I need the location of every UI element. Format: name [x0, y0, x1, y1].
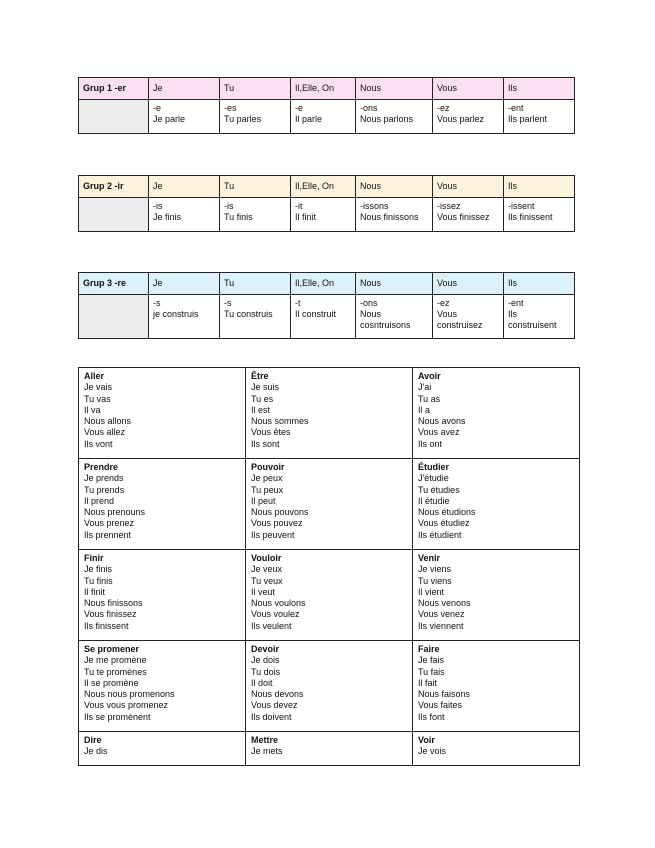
ending: -e	[153, 103, 162, 113]
verb-form: Ils étudient	[418, 529, 462, 540]
verb-cell	[413, 368, 580, 459]
ending: -is	[153, 201, 163, 211]
irregular-verbs-table	[78, 367, 580, 766]
example: Ils construisent	[508, 309, 557, 330]
verb-form: Ils se promènent	[84, 711, 151, 722]
example: Il finit	[295, 212, 317, 222]
example: Il parle	[295, 114, 323, 124]
header-il: Il,Elle, On	[291, 78, 356, 100]
header-il: Il,Elle, On	[291, 273, 356, 295]
verb-form: Nous finissons	[84, 598, 143, 609]
verb-form: Tu as	[418, 393, 441, 404]
ending: -ons	[360, 103, 378, 113]
verb-form: Tu peux	[251, 484, 284, 495]
verb-cell	[413, 459, 580, 550]
verb-cell	[246, 732, 413, 766]
cell-ils	[504, 295, 575, 339]
verb-form: Vous êtes	[251, 427, 291, 438]
header-row	[79, 176, 575, 198]
verb-form: Je viens	[418, 564, 452, 575]
verb-form: J'étudie	[418, 473, 449, 484]
verb-form: Tu finis	[84, 575, 113, 586]
verb-form: Nous devons	[251, 689, 304, 700]
verb-title: Faire	[418, 644, 440, 654]
ending: -ez	[437, 298, 450, 308]
blank-cell	[79, 295, 149, 339]
cell-tu	[220, 198, 291, 232]
header-nous: Nous	[356, 176, 433, 198]
verb-row	[79, 732, 580, 766]
verb-form: Nous prenouns	[84, 507, 146, 518]
verb-form: Vous devez	[251, 700, 298, 711]
verb-form: Vous faites	[418, 700, 463, 711]
verb-form: Tu fais	[418, 666, 445, 677]
verb-cell	[413, 641, 580, 732]
verb-form: Il prend	[84, 495, 115, 506]
ending: -ez	[437, 103, 450, 113]
group-name: Grup 2 -ir	[79, 176, 149, 198]
verb-form: Nous venons	[418, 598, 471, 609]
verb-form: Je fais	[418, 655, 445, 666]
header-nous: Nous	[356, 78, 433, 100]
example: Il construit	[295, 309, 337, 319]
verb-form: Ils viennent	[418, 620, 464, 631]
conjugation-row	[79, 198, 575, 232]
cell-tu	[220, 295, 291, 339]
verb-form: Il est	[251, 404, 271, 415]
verb-title: Voir	[418, 735, 435, 745]
verb-form: Vous finissez	[84, 609, 137, 620]
cell-il	[291, 295, 356, 339]
verb-form: Je me promène	[84, 655, 147, 666]
ending: -ons	[360, 298, 378, 308]
verb-form: Il doit	[251, 677, 273, 688]
example: Nous finissons	[360, 212, 419, 222]
cell-nous	[356, 100, 433, 134]
example: Tu construis	[224, 309, 273, 319]
ending: -is	[224, 201, 234, 211]
verb-form: Ils vont	[84, 438, 113, 449]
blank-cell	[79, 100, 149, 134]
verb-form: Nous pouvons	[251, 507, 309, 518]
verb-form: Tu es	[251, 393, 274, 404]
verb-title: Vouloir	[251, 553, 282, 563]
verb-form: Tu prends	[84, 484, 125, 495]
verb-form: Il a	[418, 404, 431, 415]
verb-form: Je finis	[84, 564, 113, 575]
cell-vous	[433, 100, 504, 134]
verb-form: Ils peuvent	[251, 529, 295, 540]
example: Tu parles	[224, 114, 262, 124]
verb-form: Tu vas	[84, 393, 111, 404]
example: Vous finissez	[437, 212, 490, 222]
verb-row	[79, 641, 580, 732]
header-ils: Ils	[504, 273, 575, 295]
cell-tu	[220, 100, 291, 134]
verb-form: Je peux	[251, 473, 283, 484]
verb-cell	[413, 550, 580, 641]
verb-title: Pouvoir	[251, 462, 285, 472]
verb-cell	[246, 368, 413, 459]
header-row	[79, 273, 575, 295]
ending: -t	[295, 298, 301, 308]
verb-cell	[79, 732, 246, 766]
verb-form: Vous étudiez	[418, 518, 470, 529]
verb-form: Ils finissent	[84, 620, 129, 631]
verb-form: Tu dois	[251, 666, 281, 677]
verb-form: Je vais	[84, 382, 113, 393]
verb-form: Je vois	[418, 746, 447, 757]
group-1-er-table	[78, 77, 575, 134]
header-ils: Ils	[504, 78, 575, 100]
ending: -s	[224, 298, 232, 308]
ending: -issons	[360, 201, 389, 211]
verb-form: Je mets	[251, 746, 283, 757]
ending: -issent	[508, 201, 535, 211]
verb-form: Nous faisons	[418, 689, 471, 700]
group-name: Grup 3 -re	[79, 273, 149, 295]
cell-je	[149, 295, 220, 339]
verb-form: Je dois	[251, 655, 280, 666]
verb-form: Vous allez	[84, 427, 126, 438]
blank-cell	[79, 198, 149, 232]
header-je: Je	[149, 176, 220, 198]
verb-title: Mettre	[251, 735, 279, 745]
ending: -e	[295, 103, 304, 113]
verb-cell	[246, 550, 413, 641]
ending: -es	[224, 103, 237, 113]
cell-nous	[356, 295, 433, 339]
verb-form: Il finit	[84, 586, 106, 597]
example: Je finis	[153, 212, 182, 222]
verb-cell	[246, 459, 413, 550]
verb-form: Ils doivent	[251, 711, 292, 722]
verb-form: Nous avons	[418, 416, 466, 427]
header-row	[79, 78, 575, 100]
verb-form: Nous voulons	[251, 598, 306, 609]
verb-form: Il veut	[251, 586, 276, 597]
example: Je parle	[153, 114, 186, 124]
example: Ils finissent	[508, 212, 553, 222]
verb-form: Ils veulent	[251, 620, 292, 631]
verb-title: Être	[251, 371, 269, 381]
verb-form: Vous prenez	[84, 518, 135, 529]
verb-form: Tu viens	[418, 575, 452, 586]
verb-title: Aller	[84, 371, 105, 381]
verb-form: Vous vous promenez	[84, 700, 169, 711]
group-3-re-table	[78, 272, 575, 339]
header-ils: Ils	[504, 176, 575, 198]
verb-form: Il peut	[251, 495, 276, 506]
verb-form: Il vient	[418, 586, 445, 597]
verb-cell	[79, 368, 246, 459]
header-je: Je	[149, 273, 220, 295]
cell-vous	[433, 198, 504, 232]
verb-row	[79, 459, 580, 550]
example: Ils parlent	[508, 114, 548, 124]
ending: -issez	[437, 201, 461, 211]
header-vous: Vous	[433, 176, 504, 198]
cell-il	[291, 100, 356, 134]
header-vous: Vous	[433, 273, 504, 295]
header-tu: Tu	[220, 78, 291, 100]
cell-il	[291, 198, 356, 232]
header-nous: Nous	[356, 273, 433, 295]
ending: -ent	[508, 103, 524, 113]
verb-cell	[79, 641, 246, 732]
verb-title: Devoir	[251, 644, 280, 654]
verb-form: Il étudie	[418, 495, 450, 506]
group-2-ir-table	[78, 175, 575, 232]
verb-form: Ils font	[418, 711, 445, 722]
ending: -ent	[508, 298, 524, 308]
conjugation-row	[79, 295, 575, 339]
header-vous: Vous	[433, 78, 504, 100]
ending: -it	[295, 201, 303, 211]
verb-form: Je prends	[84, 473, 124, 484]
verb-title: Prendre	[84, 462, 119, 472]
verb-title: Dire	[84, 735, 102, 745]
verb-form: Il va	[84, 404, 101, 415]
verb-form: Nous étudions	[418, 507, 476, 518]
example: Nous cosntruisons	[360, 309, 411, 330]
cell-vous	[433, 295, 504, 339]
verb-form: Nous allons	[84, 416, 132, 427]
verb-form: Nous sommes	[251, 416, 309, 427]
example: Nous parlons	[360, 114, 414, 124]
verb-title: Avoir	[418, 371, 441, 381]
verb-cell	[79, 459, 246, 550]
header-tu: Tu	[220, 176, 291, 198]
header-tu: Tu	[220, 273, 291, 295]
verb-cell	[413, 732, 580, 766]
verb-form: Tu étudies	[418, 484, 460, 495]
verb-title: Venir	[418, 553, 441, 563]
cell-ils	[504, 198, 575, 232]
example: Vous parlez	[437, 114, 485, 124]
cell-ils	[504, 100, 575, 134]
verb-form: Il fait	[418, 677, 438, 688]
verb-form: Je veux	[251, 564, 283, 575]
verb-form: Tu te promènes	[84, 666, 147, 677]
example: Tu finis	[224, 212, 253, 222]
verb-title: Étudier	[418, 462, 450, 472]
verb-form: Vous venez	[418, 609, 465, 620]
header-il: Il,Elle, On	[291, 176, 356, 198]
header-je: Je	[149, 78, 220, 100]
group-name: Grup 1 -er	[79, 78, 149, 100]
verb-row	[79, 368, 580, 459]
verb-form: Je dis	[84, 746, 108, 757]
verb-form: J'ai	[418, 382, 432, 393]
verb-form: Vous pouvez	[251, 518, 303, 529]
cell-je	[149, 198, 220, 232]
ending: -s	[153, 298, 161, 308]
verb-row	[79, 550, 580, 641]
verb-form: Vous voulez	[251, 609, 300, 620]
verb-title: Se promener	[84, 644, 140, 654]
verb-form: Ils sont	[251, 438, 280, 449]
verb-cell	[79, 550, 246, 641]
verb-form: Nous nous promenons	[84, 689, 175, 700]
verb-form: Je suis	[251, 382, 280, 393]
verb-form: Ils prennent	[84, 529, 132, 540]
verb-title: Finir	[84, 553, 104, 563]
verb-form: Il se promène	[84, 677, 139, 688]
example: je construis	[153, 309, 199, 319]
verb-form: Ils ont	[418, 438, 443, 449]
verb-form: Vous avez	[418, 427, 460, 438]
example: Vous construisez	[437, 309, 483, 330]
conjugation-row	[79, 100, 575, 134]
cell-je	[149, 100, 220, 134]
verb-cell	[246, 641, 413, 732]
cell-nous	[356, 198, 433, 232]
verb-form: Tu veux	[251, 575, 283, 586]
